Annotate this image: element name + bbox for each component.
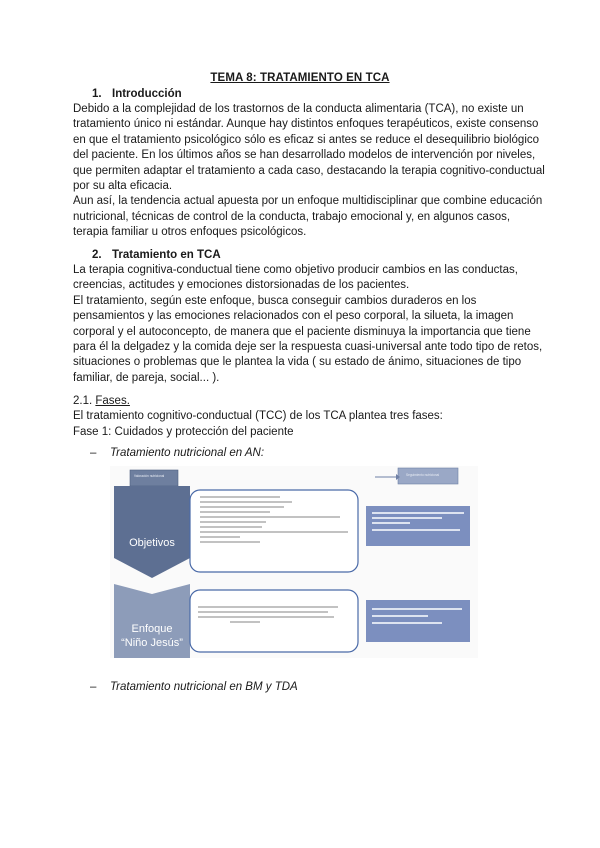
section-1-line: terapia familiar u otros enfoques psicológicos. [73,226,307,239]
enfoque-side-panel [366,600,470,642]
bullet-text: Tratamiento nutricional en BM y TDA [110,681,298,693]
nutrition-treatment-diagram [110,466,478,658]
section-1-line: tratamiento único ni estándar. Aunque hay distintos enfoques terapéuticos, existe consenso [73,118,539,131]
section-1-line: por su alta eficacia. [73,180,173,193]
enfoque-label-1: Enfoque [131,623,173,635]
section-1-line: del paciente. En los últimos años se han desarrollado modelos de intervención por niveles, [73,149,536,162]
section-2-line: corporal y el autoconcepto, de manera que el paciente disminuya la importancia que tiene [73,325,531,338]
seguimiento-label: Seguimiento nutricional [406,473,440,477]
section-2-line: para él la delgadez y la comida deje ser la respuesta cuasi-universal ante todo tipo de retos, [73,341,543,354]
subsection-line: Fase 1: Cuidados y protección del paciente [73,425,294,438]
enfoque-panel [190,590,358,652]
subsection-number: 2.1. [73,395,93,407]
section-2-number: 2. [92,249,102,261]
section-2-heading [92,249,221,261]
subsection-heading [73,394,543,409]
bullet-dash: – [90,681,97,693]
valoracion-label: Valoración nutricional [134,474,165,478]
page-title: TEMA 8: TRATAMIENTO EN TCA [210,72,390,84]
section-2-title: Tratamiento en TCA [112,249,221,261]
bullet-an [90,447,264,459]
section-1-title: Introducción [112,88,182,100]
section-1-line: Aun así, la tendencia actual apuesta por un enfoque multidisciplinar que combine educación [73,195,543,208]
section-2-line: situaciones o problemas que le plantea la vida ( su estado de ánimo, situaciones de tipo [73,356,522,369]
valoracion-box [130,470,178,486]
bullet-bm-tda [90,681,298,693]
section-2-line: creencias, actitudes y emociones distorsionadas de los pacientes. [73,279,410,292]
subsection-line: El tratamiento cognitivo-conductual (TCC) de los TCA plantea tres fases: [73,410,443,423]
section-1-line: en que el tratamiento psicológico sólo es eficaz si antes se reduce el desequilibrio biológico [73,133,540,146]
enfoque-label-2: “Niño Jesús” [121,637,183,649]
bullet-dash: – [90,447,97,459]
section-2-line: familiar, de pareja, social... ). [73,371,220,384]
section-1-line: Debido a la complejidad de los trastornos de la conducta alimentaria (TCA), no existe un [73,103,524,115]
section-2-body [73,263,543,386]
section-1-line: que permiten adaptar el tratamiento a cada caso, destacando la terapia cognitivo-conductual [73,164,545,177]
diagram-svg [110,466,478,658]
bullet-text: Tratamiento nutricional en AN: [110,447,265,459]
section-2-line: La terapia cognitiva-conductual tiene como objetivo producir cambios en las conductas, [73,264,518,276]
section-1-heading [92,88,182,100]
section-2-line: El tratamiento, según este enfoque, busca conseguir cambios duraderos en los [73,294,477,307]
subsection-title: Fases. [95,395,130,407]
section-1-line: nutricional, técnicas de control de la conducta, trabajo emocional y, en algunos casos, [73,210,511,223]
section-1-number: 1. [92,88,102,100]
section-1-body [73,102,543,241]
subsection-2-1 [73,394,543,440]
objetivos-label: Objetivos [129,537,175,549]
section-2-line: pensamientos y las emociones relacionados con el peso corporal, la silueta, la imagen [73,310,514,323]
